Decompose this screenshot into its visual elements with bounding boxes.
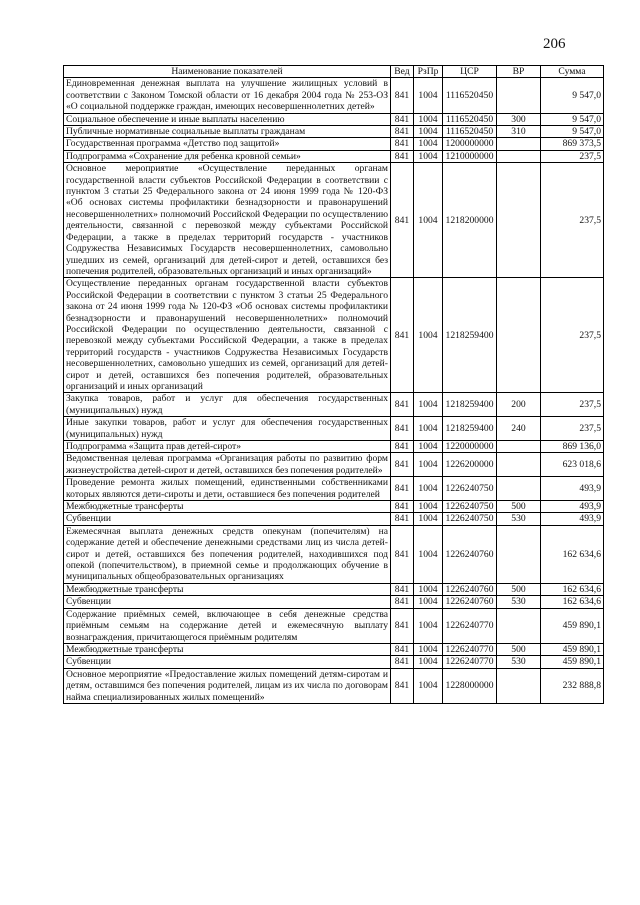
table-row xyxy=(64,477,604,501)
cell-ved: 841 xyxy=(391,393,414,417)
cell-vr: 310 xyxy=(497,126,541,138)
cell-csr: 1116520450 xyxy=(443,78,497,113)
cell-ved: 841 xyxy=(391,596,414,608)
cell-sum: 869 373,5 xyxy=(541,138,604,150)
cell-name: Иные закупки товаров, работ и услуг для обеспечения государственных (муниципальных) нужд xyxy=(64,417,391,441)
cell-sum: 9 547,0 xyxy=(541,113,604,125)
cell-csr: 1218200000 xyxy=(443,163,497,278)
cell-name: Подпрограмма «Сохранение для ребенка кровной семьи» xyxy=(64,150,391,162)
cell-rzpr: 1004 xyxy=(414,477,443,501)
table-row xyxy=(64,596,604,608)
cell-name: Осуществление переданных органам государственной власти субъектов Российской Федерации в соответствии с пунктом 3 статьи 25 Федерального закона от 24 июня 1999 года № 120-ФЗ «Об основах системы профилактики безнадзорности и правонарушений несовершеннолетних» полномочий Российской Федерации по осуществлению деятельности, связанной с перевозкой между субъектами Российской Федерации, а также в пределах территорий государств - участников Содружества Независимых Государств несовершеннолетних, самовольно ушедших из семей, организаций для детей-сирот и детей, оставшихся без попечения родителей, образовательных организаций и иных организаций xyxy=(64,278,391,393)
header-csr: ЦСР xyxy=(443,66,497,78)
cell-rzpr: 1004 xyxy=(414,126,443,138)
table-row xyxy=(64,126,604,138)
table-row xyxy=(64,608,604,643)
cell-name: Субвенции xyxy=(64,596,391,608)
cell-rzpr: 1004 xyxy=(414,163,443,278)
cell-ved: 841 xyxy=(391,150,414,162)
cell-vr: 500 xyxy=(497,501,541,513)
cell-name: Закупка товаров, работ и услуг для обеспечения государственных (муниципальных) нужд xyxy=(64,393,391,417)
cell-name: Субвенции xyxy=(64,513,391,525)
cell-rzpr: 1004 xyxy=(414,278,443,393)
cell-vr xyxy=(497,525,541,583)
cell-sum: 237,5 xyxy=(541,163,604,278)
cell-vr xyxy=(497,138,541,150)
cell-csr: 1226200000 xyxy=(443,453,497,477)
table-row xyxy=(64,668,604,703)
cell-ved: 841 xyxy=(391,78,414,113)
cell-csr: 1116520450 xyxy=(443,126,497,138)
header-ved: Вед xyxy=(391,66,414,78)
cell-rzpr: 1004 xyxy=(414,441,443,453)
cell-csr: 1226240750 xyxy=(443,513,497,525)
cell-vr xyxy=(497,477,541,501)
cell-sum: 162 634,6 xyxy=(541,596,604,608)
cell-vr xyxy=(497,150,541,162)
cell-vr: 530 xyxy=(497,596,541,608)
cell-csr: 1210000000 xyxy=(443,150,497,162)
cell-csr: 1226240770 xyxy=(443,643,497,655)
cell-csr: 1226240770 xyxy=(443,656,497,668)
cell-sum: 459 890,1 xyxy=(541,643,604,655)
cell-name: Межбюджетные трансферты xyxy=(64,643,391,655)
table-row xyxy=(64,417,604,441)
cell-sum: 9 547,0 xyxy=(541,78,604,113)
cell-rzpr: 1004 xyxy=(414,643,443,655)
header-rzpr: РзПр xyxy=(414,66,443,78)
cell-sum: 237,5 xyxy=(541,393,604,417)
cell-ved: 841 xyxy=(391,656,414,668)
cell-vr xyxy=(497,278,541,393)
cell-csr: 1218259400 xyxy=(443,417,497,441)
cell-ved: 841 xyxy=(391,668,414,703)
cell-csr: 1226240760 xyxy=(443,596,497,608)
cell-csr: 1226240770 xyxy=(443,608,497,643)
cell-name: Содержание приёмных семей, включающее в себя денежные средства приёмным семьям на содержание детей и ежемесячную выплату вознаграждения, причитающегося приёмным родителям xyxy=(64,608,391,643)
cell-name: Публичные нормативные социальные выплаты гражданам xyxy=(64,126,391,138)
cell-ved: 841 xyxy=(391,501,414,513)
cell-rzpr: 1004 xyxy=(414,150,443,162)
cell-csr: 1218259400 xyxy=(443,278,497,393)
table-row xyxy=(64,150,604,162)
cell-ved: 841 xyxy=(391,643,414,655)
table-row xyxy=(64,513,604,525)
cell-vr: 530 xyxy=(497,656,541,668)
cell-csr: 1226240750 xyxy=(443,477,497,501)
cell-csr: 1220000000 xyxy=(443,441,497,453)
cell-vr xyxy=(497,608,541,643)
cell-vr: 300 xyxy=(497,113,541,125)
table-row xyxy=(64,501,604,513)
cell-name: Межбюджетные трансферты xyxy=(64,501,391,513)
table-row xyxy=(64,453,604,477)
cell-rzpr: 1004 xyxy=(414,513,443,525)
cell-rzpr: 1004 xyxy=(414,78,443,113)
table-row xyxy=(64,393,604,417)
cell-sum: 459 890,1 xyxy=(541,608,604,643)
cell-sum: 493,9 xyxy=(541,501,604,513)
cell-name: Единовременная денежная выплата на улучшение жилищных условий в соответствии с Законом Томской области от 16 декабря 2004 года № 253-ОЗ «О социальной поддержке граждан, имеющих несовершеннолетних детей» xyxy=(64,78,391,113)
table-row xyxy=(64,643,604,655)
cell-ved: 841 xyxy=(391,417,414,441)
cell-name: Государственная программа «Детство под защитой» xyxy=(64,138,391,150)
cell-rzpr: 1004 xyxy=(414,417,443,441)
cell-vr: 530 xyxy=(497,513,541,525)
cell-ved: 841 xyxy=(391,126,414,138)
cell-sum: 493,9 xyxy=(541,513,604,525)
cell-rzpr: 1004 xyxy=(414,525,443,583)
cell-sum: 623 018,6 xyxy=(541,453,604,477)
cell-rzpr: 1004 xyxy=(414,501,443,513)
table-row xyxy=(64,525,604,583)
cell-vr: 500 xyxy=(497,583,541,595)
cell-sum: 237,5 xyxy=(541,278,604,393)
cell-sum: 232 888,8 xyxy=(541,668,604,703)
cell-csr: 1116520450 xyxy=(443,113,497,125)
header-name: Наименование показателей xyxy=(64,66,391,78)
table-row xyxy=(64,441,604,453)
cell-name: Ежемесячная выплата денежных средств опекунам (попечителям) на содержание детей и обеспечение денежными средствами лиц из числа детей-сирот и детей, оставшихся без попечения родителей, находившихся под опекой (попечительством), в приемной семье и продолжающих обучение в муниципальных общеобразовательных организациях xyxy=(64,525,391,583)
page-number: 206 xyxy=(543,36,566,52)
header-sum: Сумма xyxy=(541,66,604,78)
cell-sum: 9 547,0 xyxy=(541,126,604,138)
table-row xyxy=(64,138,604,150)
cell-rzpr: 1004 xyxy=(414,656,443,668)
cell-name: Социальное обеспечение и иные выплаты населению xyxy=(64,113,391,125)
cell-ved: 841 xyxy=(391,513,414,525)
cell-rzpr: 1004 xyxy=(414,138,443,150)
cell-csr: 1228000000 xyxy=(443,668,497,703)
table-row xyxy=(64,656,604,668)
cell-ved: 841 xyxy=(391,138,414,150)
table-row xyxy=(64,583,604,595)
cell-ved: 841 xyxy=(391,525,414,583)
cell-sum: 237,5 xyxy=(541,150,604,162)
cell-vr: 200 xyxy=(497,393,541,417)
cell-vr xyxy=(497,163,541,278)
cell-vr xyxy=(497,441,541,453)
cell-ved: 841 xyxy=(391,441,414,453)
cell-vr xyxy=(497,78,541,113)
table-row xyxy=(64,113,604,125)
table-row xyxy=(64,78,604,113)
cell-name: Межбюджетные трансферты xyxy=(64,583,391,595)
cell-ved: 841 xyxy=(391,608,414,643)
cell-rzpr: 1004 xyxy=(414,113,443,125)
cell-vr: 500 xyxy=(497,643,541,655)
cell-rzpr: 1004 xyxy=(414,596,443,608)
cell-ved: 841 xyxy=(391,477,414,501)
cell-ved: 841 xyxy=(391,113,414,125)
cell-csr: 1200000000 xyxy=(443,138,497,150)
cell-sum: 162 634,6 xyxy=(541,583,604,595)
table-header-row xyxy=(64,66,604,78)
cell-csr: 1218259400 xyxy=(443,393,497,417)
cell-name: Проведение ремонта жилых помещений, единственными собственниками которых являются дети-сироты и дети, оставшиеся без попечения родителей xyxy=(64,477,391,501)
cell-sum: 869 136,0 xyxy=(541,441,604,453)
cell-sum: 162 634,6 xyxy=(541,525,604,583)
cell-sum: 459 890,1 xyxy=(541,656,604,668)
header-vr: ВР xyxy=(497,66,541,78)
cell-rzpr: 1004 xyxy=(414,608,443,643)
cell-ved: 841 xyxy=(391,278,414,393)
cell-ved: 841 xyxy=(391,583,414,595)
cell-csr: 1226240750 xyxy=(443,501,497,513)
cell-ved: 841 xyxy=(391,163,414,278)
cell-rzpr: 1004 xyxy=(414,453,443,477)
table-row xyxy=(64,163,604,278)
cell-vr xyxy=(497,453,541,477)
cell-name: Основное мероприятие «Предоставление жилых помещений детям-сиротам и детям, оставшимся без попечения родителей, лицам из их числа по договорам найма специализированных жилых помещений» xyxy=(64,668,391,703)
cell-rzpr: 1004 xyxy=(414,583,443,595)
budget-table xyxy=(63,65,604,704)
cell-csr: 1226240760 xyxy=(443,583,497,595)
cell-vr xyxy=(497,668,541,703)
cell-vr: 240 xyxy=(497,417,541,441)
cell-csr: 1226240760 xyxy=(443,525,497,583)
cell-name: Основное мероприятие «Осуществление переданных органам государственной власти субъектов Российской Федерации в соответствии с пунктом 3 статьи 25 Федерального закона от 24 июня 1999 года № 120-ФЗ «Об основах системы профилактики безнадзорности и правонарушений несовершеннолетних» полномочий Российской Федерации по осуществлению деятельности, связанной с перевозкой между субъектами Российской Федерации, а также в пределах территорий государств - участников Содружества Независимых Государств несовершеннолетних, самовольно ушедших из семей, организаций для детей-сирот и детей, оставшихся без попечения родителей, образовательных организаций и иных организаций» xyxy=(64,163,391,278)
cell-sum: 237,5 xyxy=(541,417,604,441)
cell-ved: 841 xyxy=(391,453,414,477)
cell-sum: 493,9 xyxy=(541,477,604,501)
cell-name: Субвенции xyxy=(64,656,391,668)
cell-rzpr: 1004 xyxy=(414,668,443,703)
cell-name: Подпрограмма «Защита прав детей-сирот» xyxy=(64,441,391,453)
table-row xyxy=(64,278,604,393)
cell-rzpr: 1004 xyxy=(414,393,443,417)
cell-name: Ведомственная целевая программа «Организация работы по развитию форм жизнеустройства детей-сирот и детей, оставшихся без попечения родителей» xyxy=(64,453,391,477)
